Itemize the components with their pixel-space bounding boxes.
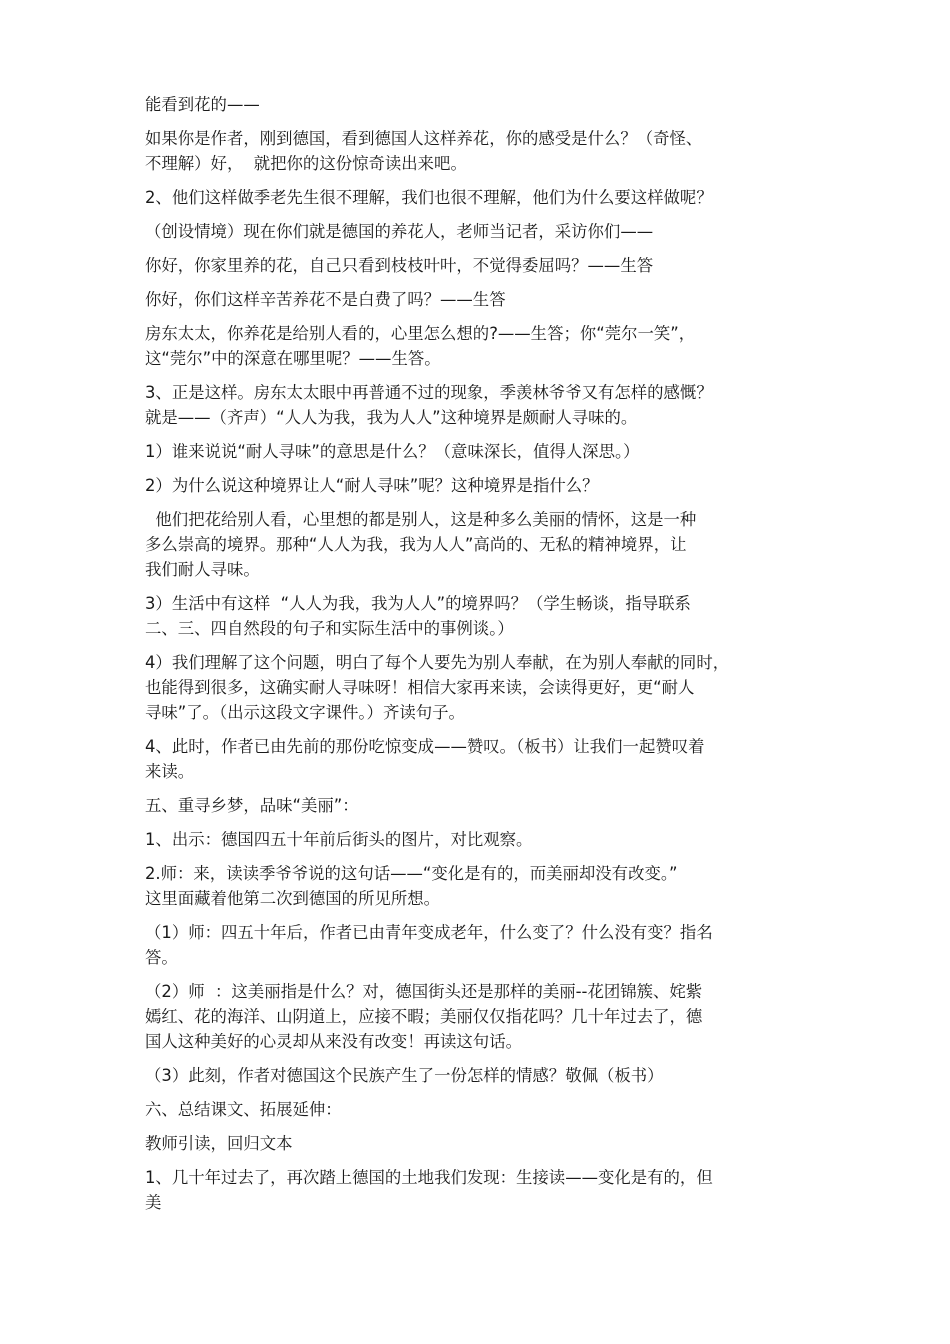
text-line: （3）此刻，作者对德国这个民族产生了一份怎样的情感？敬佩（板书） — [145, 1066, 664, 1085]
text-line: 能看到花的—— — [145, 95, 260, 114]
text-line: 4）我们理解了这个问题，明白了每个人要先为别人奉献，在为别人奉献的同时， — [145, 653, 730, 672]
paragraph — [145, 1131, 810, 1156]
paragraph — [145, 287, 810, 312]
paragraph — [145, 1063, 810, 1088]
paragraph — [145, 92, 810, 117]
paragraph — [145, 253, 810, 278]
paragraph — [145, 473, 810, 498]
paragraph — [145, 591, 810, 641]
paragraph — [145, 380, 810, 430]
text-line: 如果你是作者，刚到德国，看到德国人这样养花，你的感受是什么？（奇怪、 — [145, 129, 703, 148]
text-line: 1）谁来说说“耐人寻味”的意思是什么？（意味深长，值得人深思。） — [145, 442, 640, 461]
paragraph — [145, 439, 810, 464]
paragraph — [145, 827, 810, 852]
text-line: 你好，你们这样辛苦养花不是白费了吗？——生答 — [145, 290, 506, 309]
text-line: 五、重寻乡梦，品味“美丽”： — [145, 796, 359, 815]
text-line: 嫣红、花的海洋、山阴道上，应接不暇；美丽仅仅指花吗？几十年过去了，德 — [145, 1007, 703, 1026]
text-line: 不理解）好， 就把你的这份惊奇读出来吧。 — [145, 154, 467, 173]
text-line: 寻味”了。（出示这段文字课件。）齐读句子。 — [145, 703, 465, 722]
text-line: （2）师 ：这美丽指是什么？对，德国街头还是那样的美丽--花团锦簇、姹紫 — [145, 982, 703, 1001]
text-line: 也能得到很多，这确实耐人寻味呀！相信大家再来读，会读得更好，更“耐人 — [145, 678, 695, 697]
text-line: 二、三、四自然段的句子和实际生活中的事例谈。） — [145, 619, 514, 638]
text-line: 房东太太，你养花是给别人看的，心里怎么想的?——生答；你“莞尔一笑”， — [145, 324, 696, 343]
paragraph — [145, 920, 810, 970]
text-line: 1、出示：德国四五十年前后街头的图片，对比观察。 — [145, 830, 533, 849]
text-line: 六、总结课文、拓展延伸： — [145, 1100, 342, 1119]
paragraph — [145, 1165, 810, 1215]
text-line: （1）师：四五十年后，作者已由青年变成老年，什么变了？什么没有变？指名 — [145, 923, 713, 942]
text-line: 这“莞尔”中的深意在哪里呢？——生答。 — [145, 349, 441, 368]
text-line: 1、几十年过去了，再次踏上德国的土地我们发现：生接读——变化是有的，但 — [145, 1168, 713, 1187]
paragraph — [145, 321, 810, 371]
text-line: 来读。 — [145, 762, 195, 781]
paragraph — [145, 734, 810, 784]
text-line: 就是——（齐声）“人人为我，我为人人”这种境界是颇耐人寻味的。 — [145, 408, 638, 427]
text-line: 2）为什么说这种境界让人“耐人寻味”呢？这种境界是指什么？ — [145, 476, 599, 495]
text-line: 答。 — [145, 948, 178, 967]
text-line: （创设情境）现在你们就是德国的养花人，老师当记者，采访你们—— — [145, 222, 654, 241]
text-line: 教师引读，回归文本 — [145, 1134, 293, 1153]
paragraph — [145, 650, 810, 725]
text-line: 这里面藏着他第二次到德国的所见所想。 — [145, 889, 441, 908]
text-line: 国人这种美好的心灵却从来没有改变！再读这句话。 — [145, 1032, 522, 1051]
text-line: 2、他们这样做季老先生很不理解，我们也很不理解，他们为什么要这样做呢？ — [145, 188, 713, 207]
paragraph — [145, 185, 810, 210]
paragraph — [145, 979, 810, 1054]
document-body — [145, 92, 810, 1224]
paragraph — [145, 219, 810, 244]
paragraph — [145, 861, 810, 911]
paragraph — [145, 507, 810, 582]
text-line: 你好，你家里养的花，自己只看到枝枝叶叶，不觉得委屈吗？——生答 — [145, 256, 654, 275]
text-line: 3）生活中有这样 “人人为我，我为人人”的境界吗？（学生畅谈，指导联系 — [145, 594, 691, 613]
text-line: 他们把花给别人看，心里想的都是别人，这是种多么美丽的情怀，这是一种 — [145, 510, 697, 529]
paragraph — [145, 793, 810, 818]
paragraph — [145, 1097, 810, 1122]
paragraph — [145, 126, 810, 176]
text-line: 4、此时，作者已由先前的那份吃惊变成——赞叹。（板书）让我们一起赞叹着 — [145, 737, 705, 756]
text-line: 2.师：来，读读季爷爷说的这句话——“变化是有的，而美丽却没有改变。” — [145, 864, 678, 883]
text-line: 美 — [145, 1193, 162, 1212]
text-line: 我们耐人寻味。 — [145, 560, 260, 579]
text-line: 3、正是这样。房东太太眼中再普通不过的现象，季羡林爷爷又有怎样的感慨？ — [145, 383, 713, 402]
text-line: 多么崇高的境界。那种“人人为我，我为人人”高尚的、无私的精神境界，让 — [145, 535, 687, 554]
